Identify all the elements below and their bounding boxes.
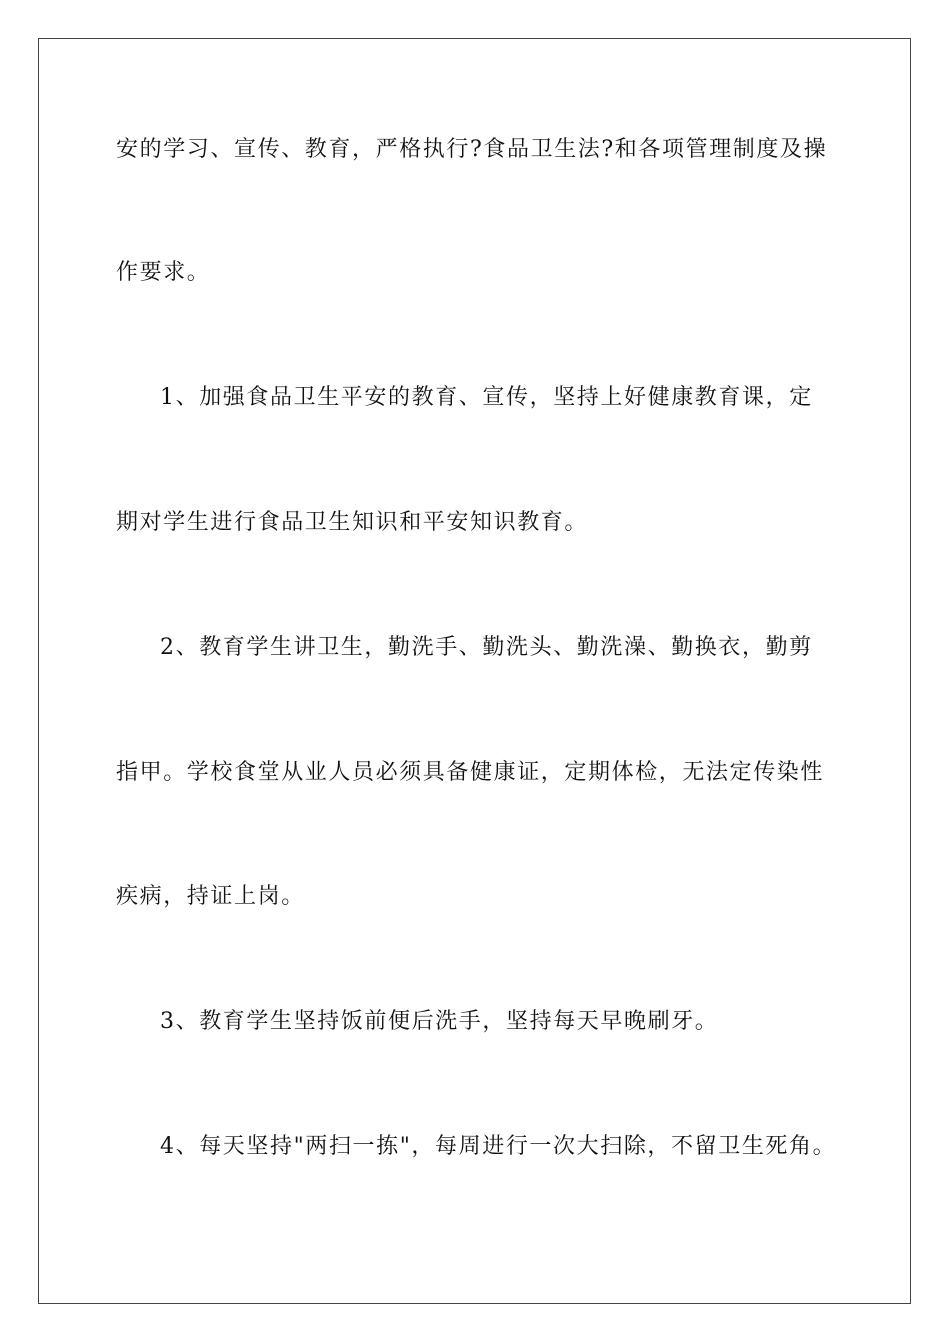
page-border <box>38 38 911 1304</box>
item-2-line-2: 指甲。学校食堂从业人员必须具备健康证，定期体检，无法定传染性 <box>116 760 825 785</box>
item-4-line-1: 4、每天坚持"两扫一拣"，每周进行一次大扫除，不留卫生死角。 <box>160 1134 837 1159</box>
item-2-line-1: 2、教育学生讲卫生，勤洗手、勤洗头、勤洗澡、勤换衣，勤剪 <box>160 635 813 660</box>
paragraph-line-continuation: 安的学习、宣传、教育，严格执行?食品卫生法?和各项管理制度及操 <box>116 137 828 162</box>
item-1-line-1: 1、加强食品卫生平安的教育、宣传，坚持上好健康教育课，定 <box>160 385 813 410</box>
item-1-line-2: 期对学生进行食品卫生知识和平安知识教育。 <box>116 510 589 535</box>
item-2-line-3: 疾病，持证上岗。 <box>116 884 305 909</box>
paragraph-line-continuation-end: 作要求。 <box>116 260 211 285</box>
item-3-line-1: 3、教育学生坚持饭前便后洗手，坚持每天早晚刷牙。 <box>160 1009 719 1034</box>
